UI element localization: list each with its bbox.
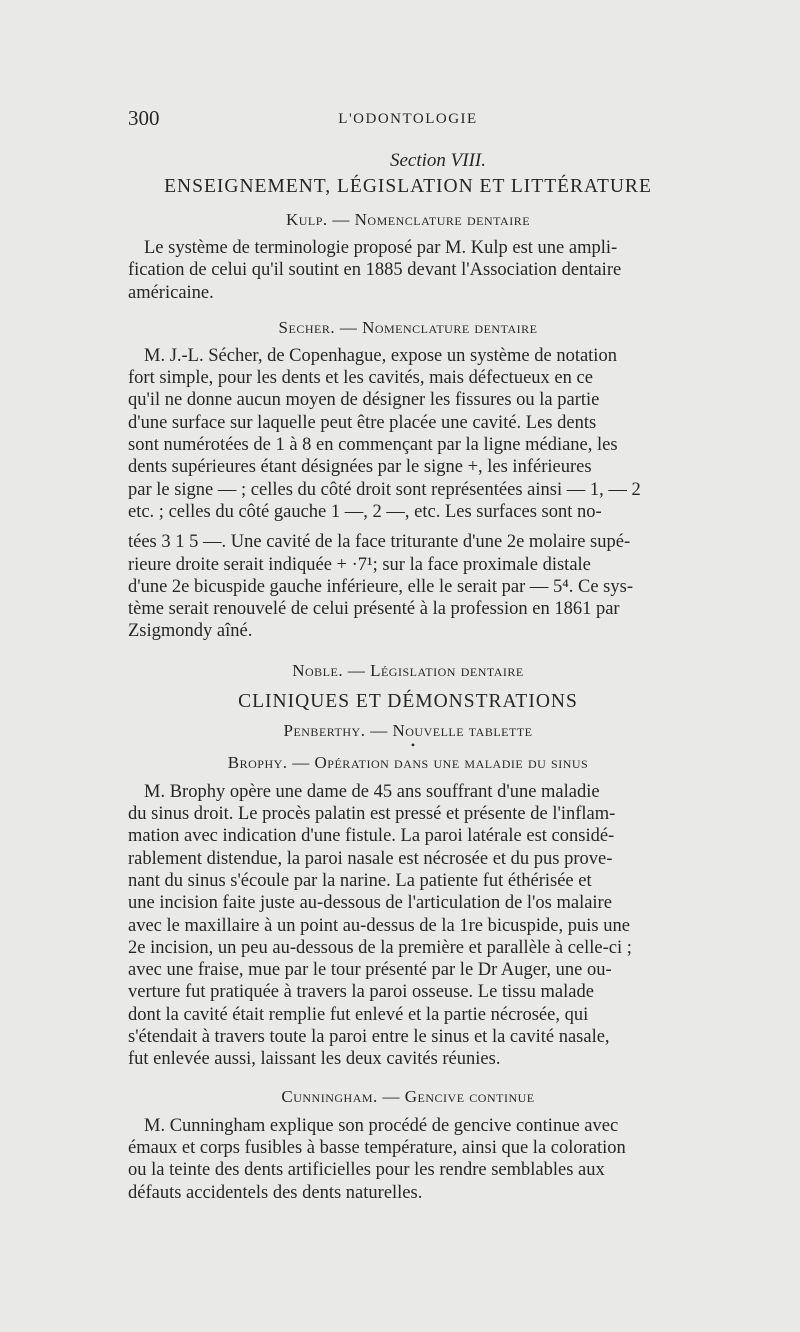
cunningham-heading: Cunningham. — Gencive continue [281,1086,535,1106]
kulp-line: Le système de terminologie proposé par M. Kulp est une ampli- [144,238,618,258]
secher-paragraph [128,345,688,643]
cunningham-paragraph [128,1115,688,1204]
noble-heading: Noble. — Législation dentaire [292,660,524,680]
brophy-line: M. Brophy opère une dame de 45 ans souffrant d'une maladie [144,781,600,802]
running-title: L'ODONTOLOGIE [338,111,478,127]
secher-line: d'une surface sur laquelle peut être placée une cavité. Les dents [128,412,597,433]
secher-line: qu'il ne donne aucun moyen de désigner les fissures ou la partie [128,390,600,411]
brophy-line: du sinus droit. Le procès palatin est pressé et présente de l'inflam- [128,804,616,825]
kulp-line: américaine. [128,282,214,303]
brophy-line: fut enlevée aussi, laissant les deux cavités réunies. [128,1049,501,1070]
cunningham-line: M. Cunningham explique son procédé de gencive continue avec [144,1115,619,1136]
brophy-heading: Brophy. — Opération dans une maladie du sinus [227,752,589,772]
secher-line: tème serait renouvelé de celui présenté à la profession en 1861 par [128,599,620,620]
brophy-line: nant du sinus s'écoule par la narine. La patiente fut éthérisée et [128,870,592,891]
brophy-line: avec le maxillaire à un point au-dessus de la 1re bicuspide, puis une [128,915,630,936]
kulp-heading: Kulp. — Nomenclature dentaire [285,210,531,229]
secher-line: tées 3 1 5 —. Une cavité de la face triturante d'une 2e molaire supé- [128,532,631,553]
secher-line: sont numérotées de 1 à 8 en commençant par la ligne médiane, les [128,435,618,456]
page-number: 300 [128,106,160,130]
brophy-line: dont la cavité était remplie fut enlevé et la partie nécrosée, qui [128,1004,589,1025]
secher-line: par le signe — ; celles du côté droit sont représentées ainsi — 1, — 2 [128,479,641,500]
running-header [128,106,688,136]
brophy-line: s'étendait à travers toute la paroi entre le sinus et la cavité nasale, [128,1027,610,1048]
brophy-line: 2e incision, un peu au-dessous de la première et parallèle à celle-ci ; [128,937,632,958]
secher-line: d'une 2e bicuspide gauche inférieure, elle le serait par — 5⁴. Ce sys- [128,576,633,597]
brophy-paragraph [128,781,688,1071]
cliniques-title: CLINIQUES ET DÉMONSTRATIONS [238,690,578,712]
secher-line: dents supérieures étant désignées par le signe +, les inférieures [128,457,592,478]
brophy-line: une incision faite juste au-dessous de l'articulation de l'os malaire [128,893,612,914]
secher-line: rieure droite serait indiquée + ·7¹; sur la face proximale distale [128,554,591,575]
secher-line: fort simple, pour les dents et les cavités, mais défectueux en ce [128,368,593,389]
cunningham-line: ou la teinte des dents artificielles pour les rendre semblables aux [128,1160,605,1181]
page-content [128,150,688,1204]
secher-line: Zsigmondy aîné. [128,621,253,642]
section-label: Section VIII. [389,150,486,171]
brophy-line: mation avec indication d'une fistule. La paroi latérale est considé- [128,826,615,847]
kulp-line: fication de celui qu'il soutint en 1885 devant l'Association dentaire [128,260,622,281]
secher-line: M. J.-L. Sécher, de Copenhague, expose un système de notation [144,345,617,366]
cunningham-line: émaux et corps fusibles à basse température, ainsi que la coloration [128,1137,626,1158]
secher-line: etc. ; celles du côté gauche 1 —, 2 —, etc. Les surfaces sont no- [128,501,602,522]
brophy-line: rablement distendue, la paroi nasale est nécrosée et du pus prove- [128,848,613,869]
secher-heading: Secher. — Nomenclature dentaire [278,317,538,337]
cunningham-line: défauts accidentels des dents naturelles. [128,1182,423,1203]
section-title: ENSEIGNEMENT, LÉGISLATION ET LITTÉRATURE [164,176,652,197]
penberthy-heading: Penberthy. — Nouvelle tablette [283,720,533,740]
ornament-dot: • [410,737,416,752]
brophy-line: avec une fraise, mue par le tour présenté par le Dr Auger, une ou- [128,960,612,981]
kulp-paragraph [128,237,688,304]
brophy-line: verture fut pratiquée à travers la paroi osseuse. Le tissu malade [128,982,594,1003]
